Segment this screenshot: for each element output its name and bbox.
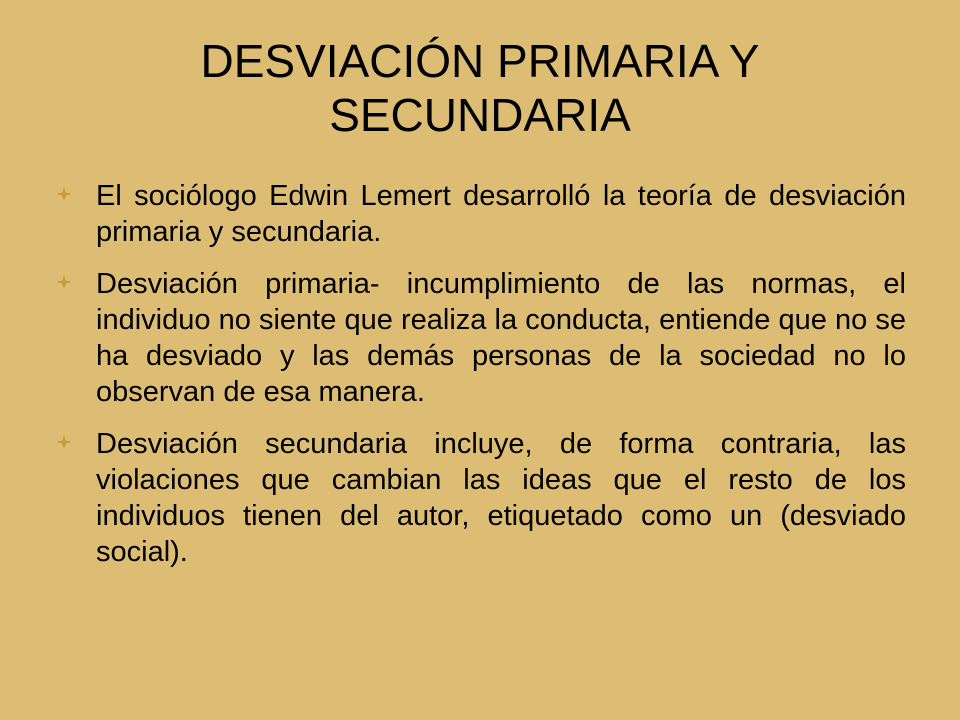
bullet-icon [56,434,72,450]
bullet-item [56,426,906,570]
bullet-text: Desviación primaria- incumplimiento de las normas, el individuo no siente que realiza la conducta, entiende que no se ha desviado y las demás personas de la sociedad no lo observan de esa manera. [96,268,906,408]
bullet-text: El sociólogo Edwin Lemert desarrolló la teoría de desviación primaria y secundaria. [96,180,906,248]
bullet-icon [56,274,72,290]
bullet-icon [56,186,72,202]
slide-title: DESVIACIÓN PRIMARIA Y SECUNDARIA [200,35,760,141]
bullet-item [56,266,906,410]
bullet-item [56,178,906,250]
bullet-text: Desviación secundaria incluye, de forma contraria, las violaciones que cambian las ideas que el resto de los individuos tienen del autor, etiquetado como un (desviado social). [96,428,906,568]
bullet-list [56,178,906,570]
